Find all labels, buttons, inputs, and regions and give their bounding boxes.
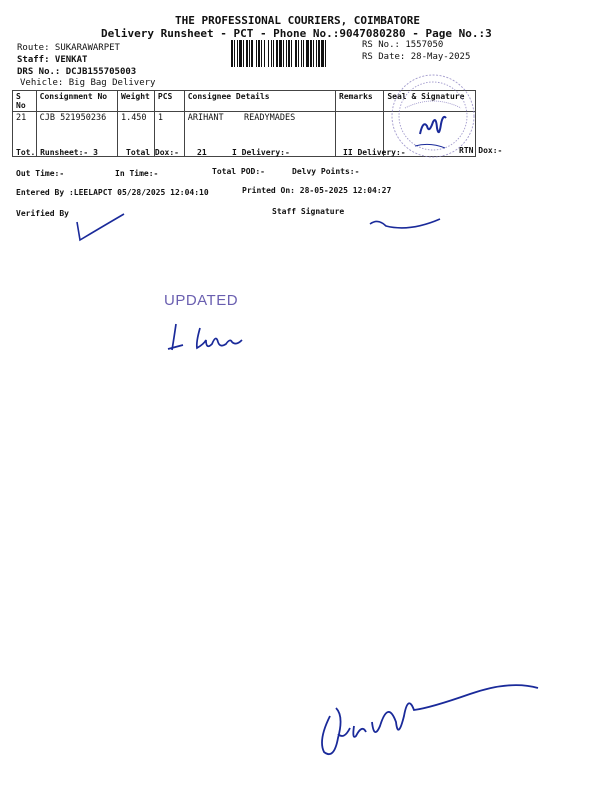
staff-signature-stroke <box>370 219 440 228</box>
col-remarks: Remarks <box>336 91 384 112</box>
i-delivery: I Delivery:- <box>232 148 290 157</box>
total-dox-label: Total Dox:- <box>126 148 179 157</box>
updated-stamp: UPDATED <box>164 292 239 309</box>
col-weight: Weight <box>117 91 154 112</box>
rtn-dox: RTN Dox:- <box>459 146 503 155</box>
ii-delivery: II Delivery:- <box>343 148 406 157</box>
drs-number: DRS No.: DCJB155705003 <box>17 67 137 77</box>
col-consignee: Consignee Details <box>184 91 335 112</box>
staff-signature-label: Staff Signature <box>272 207 345 216</box>
printed-on: Printed On: 28-05-2025 12:04:27 <box>242 186 392 195</box>
handwritten-initials <box>168 324 242 350</box>
entered-by: Entered By :LEELAPCT 05/28/2025 12:04:10 <box>16 188 209 197</box>
in-time: In Time:- <box>115 169 159 178</box>
cell-sno: 21 <box>13 112 37 157</box>
verified-tick <box>77 214 124 240</box>
verified-by: Verified By <box>16 209 69 218</box>
route-label: Route: SUKARAWARPET <box>17 43 120 53</box>
total-dox-value: 21 <box>197 148 207 157</box>
vehicle-label: Vehicle: Big Bag Delivery <box>20 78 156 88</box>
tot-runsheet: Tot. Runsheet:- 3 <box>16 148 98 157</box>
cell-consignment: CJB 521950236 <box>36 112 117 157</box>
cell-weight: 1.450 <box>117 112 154 157</box>
rs-date: RS Date: 28-May-2025 <box>362 52 471 62</box>
col-sno: S No <box>13 91 37 112</box>
rs-number: RS No.: 1557050 <box>362 40 444 50</box>
col-pcs: PCS <box>154 91 184 112</box>
staff-label: Staff: VENKAT <box>17 55 88 65</box>
company-title: THE PROFESSIONAL COURIERS, COIMBATORE <box>175 14 421 27</box>
col-consignment: Consignment No <box>36 91 117 112</box>
bottom-signature <box>322 685 538 754</box>
cell-consignee: ARIHANT READYMADES <box>184 112 335 157</box>
cell-pcs: 1 <box>154 112 184 157</box>
delvy-points: Delvy Points:- <box>292 167 360 176</box>
total-pod: Total POD:- <box>212 167 265 176</box>
col-seal: Seal & Signature <box>384 91 476 112</box>
seal-signature-scribble <box>420 117 446 134</box>
runsheet-subtitle: Delivery Runsheet - PCT - Phone No.:9047080280 - Page No.:3 <box>101 27 492 40</box>
out-time: Out Time:- <box>16 169 65 178</box>
